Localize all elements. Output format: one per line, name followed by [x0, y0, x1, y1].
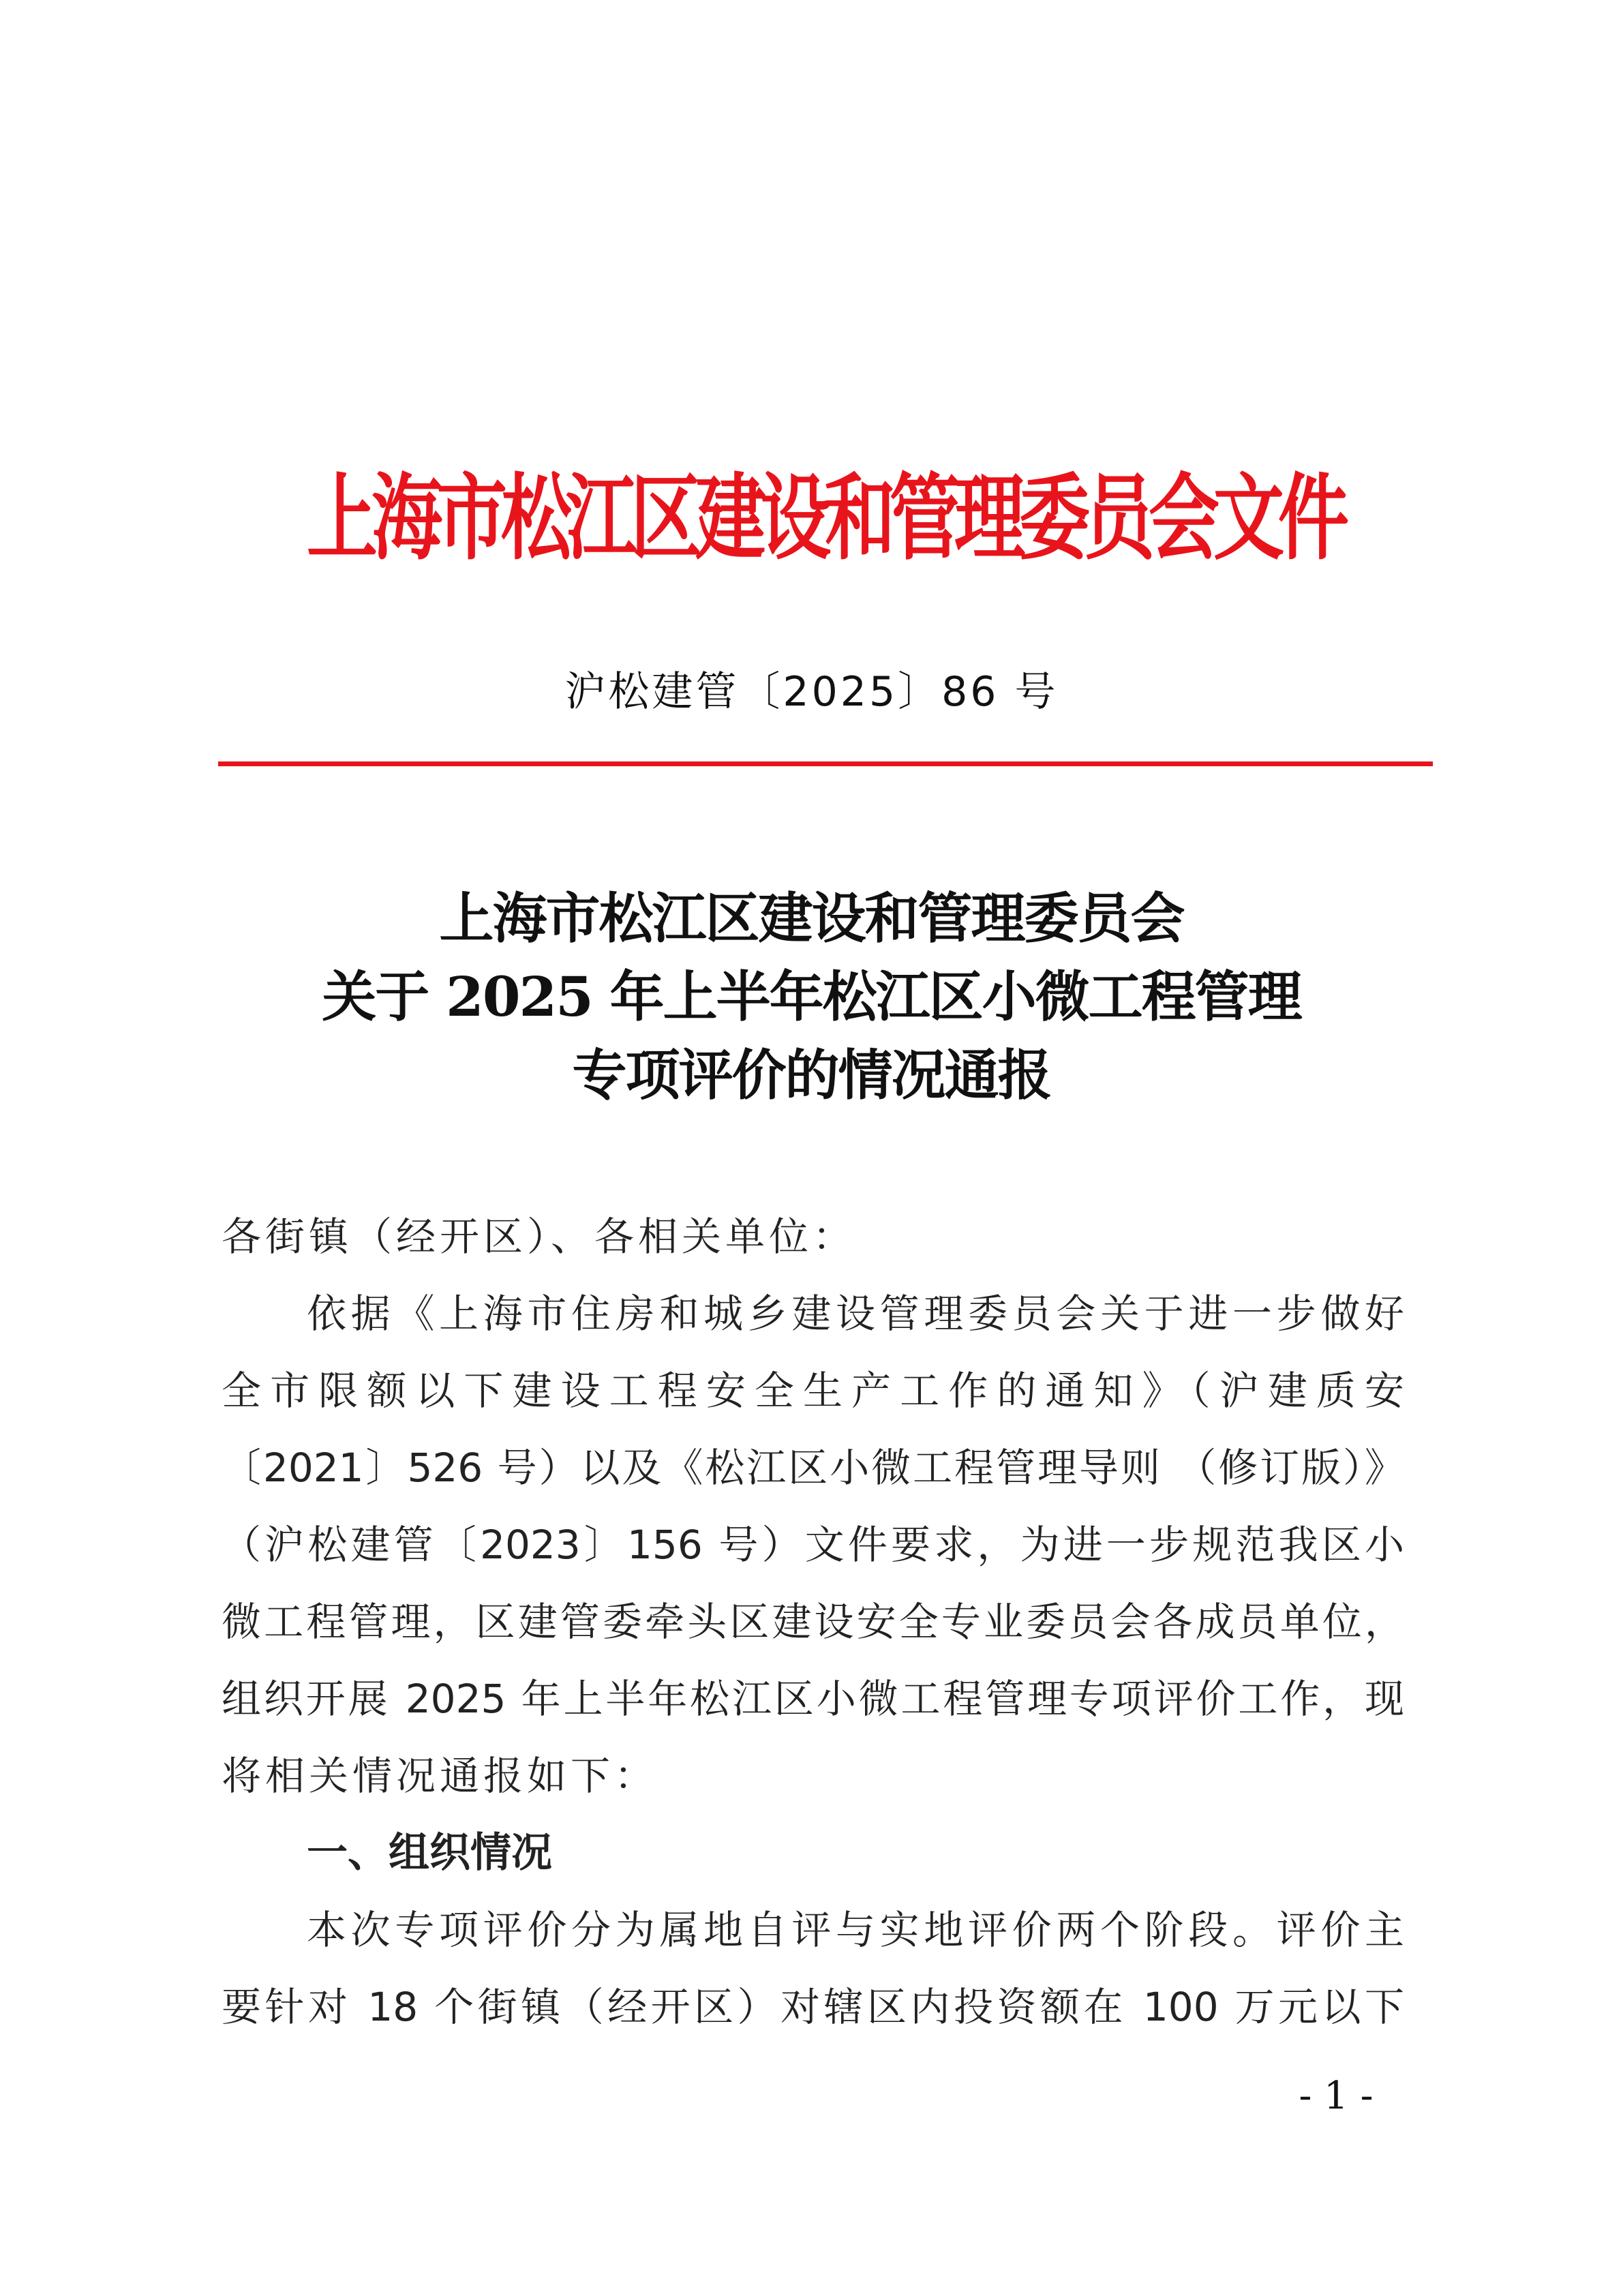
body-line: 将相关情况通报如下：	[222, 1753, 658, 1799]
body-line: 组织开展 2025 年上半年松江区小微工程管理专项评价工作，现	[222, 1676, 1404, 1722]
body-line: （沪松建管〔2023〕156 号）文件要求，为进一步规范我区小	[222, 1522, 1404, 1568]
body-line: 微工程管理，区建管委牵头区建设安全专业委员会各成员单位，	[222, 1599, 1404, 1645]
section-heading: 一、组织情况	[307, 1829, 552, 1877]
document-number: 沪松建管〔2025〕86 号	[564, 668, 1059, 716]
title-line-2: 关于 2025 年上半年松江区小微工程管理	[322, 965, 1301, 1029]
body-line: 本次专项评价分为属地自评与实地评价两个阶段。评价主	[307, 1907, 1404, 1953]
salutation: 各街镇（经开区）、各相关单位：	[222, 1213, 857, 1260]
body-line: 要针对 18 个街镇（经开区）对辖区内投资额在 100 万元以下	[222, 1984, 1404, 2030]
title-line-1: 上海市松江区建设和管理委员会	[439, 886, 1184, 950]
body-line: 全市限额以下建设工程安全生产工作的通知》（沪建质安	[222, 1368, 1404, 1414]
issuer-title: 上海市松江区建设和管理委员会文件	[306, 462, 1343, 573]
body-line: 〔2021〕526 号）以及《松江区小微工程管理导则 （修订版）》	[222, 1445, 1404, 1491]
page-number: - 1 -	[1299, 2074, 1374, 2118]
title-line-3: 专项评价的情况通报	[572, 1043, 1051, 1107]
red-divider	[218, 761, 1433, 766]
body-line: 依据《上海市住房和城乡建设管理委员会关于进一步做好	[307, 1290, 1404, 1337]
